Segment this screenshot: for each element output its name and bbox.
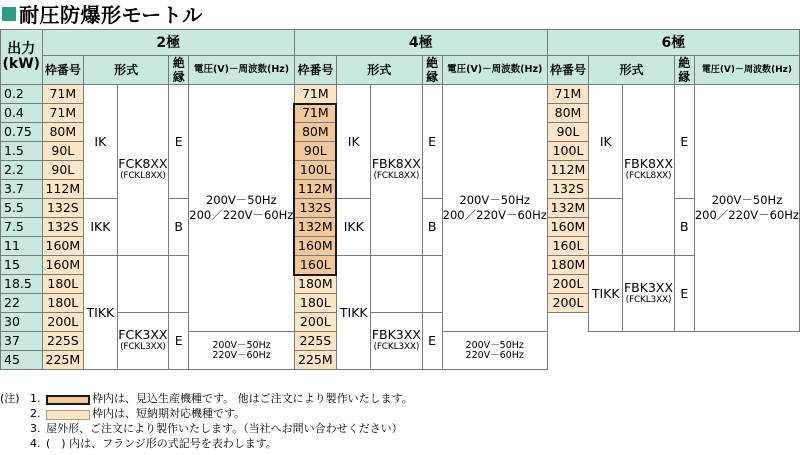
flange-type-cell-empty	[371, 256, 422, 313]
frame-cell: 200L	[42, 313, 83, 332]
type-header: 形式	[336, 56, 422, 85]
frame-cell-stock: 90L	[294, 142, 336, 161]
note-text: 枠内は、見込生産機種です。 他はご注文により製作いたします。	[92, 392, 413, 406]
frame-cell: 90L	[42, 161, 83, 180]
insulation-cell: B	[422, 199, 442, 256]
flange-type-text: FBK3XX	[371, 327, 421, 342]
output-cell: 0.75	[1, 123, 43, 142]
voltage-text: 220V－60Hz	[212, 349, 271, 361]
header-row-columns	[1, 56, 800, 85]
frame-cell: 200L	[547, 294, 588, 313]
motor-spec-table	[0, 29, 800, 370]
voltage-text: 200V－50Hz	[711, 193, 783, 207]
voltage-text: 220V－60Hz	[465, 349, 524, 361]
flange-type-cell	[371, 313, 422, 370]
frame-cell: 71M	[42, 85, 83, 104]
type-cell: IK	[589, 85, 623, 199]
insulation-cell: E	[169, 313, 189, 370]
insulation-header: 絶縁	[422, 56, 442, 85]
output-cell: 2.2	[1, 161, 43, 180]
note-text: ( ) 内は、フランジ形の式記号を表わします。	[46, 437, 277, 451]
flange-type-sub: (FCKL3XX)	[373, 342, 420, 352]
header-row-poles	[1, 30, 800, 56]
frame-cell: 112M	[42, 180, 83, 199]
voltage-cell-small	[442, 332, 547, 370]
voltage-cell-small	[189, 332, 295, 370]
short-delivery-swatch	[46, 410, 90, 420]
output-cell: 18.5	[1, 275, 43, 294]
frame-cell-stock: 132S	[294, 199, 336, 218]
flange-type-cell	[623, 85, 674, 256]
frame-cell: 160M	[42, 237, 83, 256]
note-4	[0, 437, 413, 452]
note-3	[0, 422, 413, 437]
output-cell: 37	[1, 332, 43, 351]
frame-cell: 200L	[294, 313, 336, 332]
voltage-text: 200V－50Hz	[212, 339, 271, 351]
frame-cell: 180M	[547, 256, 588, 275]
frame-header: 枠番号	[42, 56, 83, 85]
output-cell: 11	[1, 237, 43, 256]
frame-cell-stock: 112M	[294, 180, 336, 199]
type-cell: IKK	[336, 199, 370, 256]
output-cell: 1.5	[1, 142, 43, 161]
notes-section	[0, 392, 413, 452]
output-header-unit: (kW)	[2, 56, 41, 72]
flange-type-sub: (FCKL8XX)	[625, 171, 672, 181]
type-cell: TIKK	[84, 256, 118, 370]
insulation-cell: B	[674, 199, 694, 256]
insulation-cell: E	[422, 85, 442, 199]
frame-cell-stock: 132M	[294, 218, 336, 237]
type-cell: TIKK	[336, 256, 370, 370]
insulation-cell: E	[674, 256, 694, 332]
flange-type-text: FBK3XX	[623, 279, 674, 295]
frame-cell: 225M	[42, 351, 83, 370]
flange-type-cell	[117, 85, 169, 256]
voltage-cell	[694, 85, 799, 332]
title-square-icon	[2, 7, 16, 21]
frame-cell: 225S	[42, 332, 83, 351]
title-text: 耐圧防爆形モートル	[19, 2, 203, 27]
frame-cell: 132S	[42, 199, 83, 218]
output-cell: 3.7	[1, 180, 43, 199]
output-cell: 30	[1, 313, 43, 332]
flange-type-sub: (FCKL8XX)	[120, 171, 166, 181]
frame-cell: 71M	[294, 85, 336, 104]
type-cell	[589, 199, 623, 256]
frame-cell: 132S	[547, 180, 588, 199]
pole-2-header: 2極	[42, 30, 294, 56]
frame-cell: 71M	[547, 85, 588, 104]
page-title	[2, 0, 203, 26]
stock-production-swatch	[46, 395, 90, 405]
voltage-cell	[189, 85, 295, 332]
output-cell: 45	[1, 351, 43, 370]
frame-cell-stock: 71M	[294, 104, 336, 123]
output-header	[1, 30, 43, 85]
insulation-cell: E	[422, 313, 442, 370]
flange-type-sub: (FCKL8XX)	[373, 171, 420, 181]
type-cell: IK	[84, 85, 118, 199]
frame-cell: 132S	[42, 218, 83, 237]
note-number: 1.	[30, 392, 41, 406]
type-header: 形式	[589, 56, 674, 85]
voltage-header: 電圧(V)－周波数(Hz)	[442, 56, 547, 85]
flange-type-cell	[117, 313, 169, 370]
note-2	[0, 407, 413, 422]
frame-cell: 180L	[294, 294, 336, 313]
flange-type-sub: (FCKL3XX)	[625, 294, 672, 305]
notes-lead: (注)	[0, 392, 20, 406]
voltage-text: 200V－50Hz	[465, 339, 524, 351]
frame-cell: 90L	[547, 123, 588, 142]
flange-type-cell-empty	[117, 256, 169, 313]
table-row	[1, 85, 800, 104]
voltage-text: 200／220V－60Hz	[694, 208, 799, 222]
frame-cell: 80M	[42, 123, 83, 142]
frame-cell: 180M	[294, 275, 336, 294]
empty-cell	[547, 332, 799, 370]
frame-cell: 160M	[547, 218, 588, 237]
frame-cell: 132M	[547, 199, 588, 218]
frame-cell-stock: 160L	[294, 256, 336, 275]
pole-4-header: 4極	[294, 30, 547, 56]
frame-cell: 225M	[294, 351, 336, 370]
frame-header: 枠番号	[294, 56, 336, 85]
flange-type-cell	[371, 85, 422, 256]
type-header: 形式	[84, 56, 169, 85]
insulation-header: 絶縁	[169, 56, 189, 85]
voltage-cell	[442, 85, 547, 332]
voltage-text: 200／220V－60Hz	[189, 208, 294, 222]
output-cell: 0.2	[1, 85, 43, 104]
frame-cell: 160L	[547, 237, 588, 256]
output-cell: 0.4	[1, 104, 43, 123]
frame-cell: 71M	[42, 104, 83, 123]
note-number: 2.	[30, 407, 41, 421]
voltage-header: 電圧(V)－周波数(Hz)	[694, 56, 799, 85]
frame-cell: 80M	[547, 104, 588, 123]
voltage-text: 200V－50Hz	[205, 193, 277, 207]
voltage-header: 電圧(V)－周波数(Hz)	[189, 56, 295, 85]
frame-cell: 160M	[42, 256, 83, 275]
pole-6-header: 6極	[547, 30, 799, 56]
frame-cell: 225S	[294, 332, 336, 351]
output-cell: 5.5	[1, 199, 43, 218]
output-header-label: 出力	[7, 41, 36, 57]
note-text: 屋外形、ご注文により製作いたします。（当社へお問い合わせください）	[46, 422, 403, 436]
flange-type-sub: (FCKL3XX)	[120, 342, 166, 352]
table-row	[1, 256, 800, 275]
insulation-cell: E	[169, 85, 189, 199]
insulation-cell: E	[674, 85, 694, 199]
output-cell: 22	[1, 294, 43, 313]
flange-type-cell	[623, 256, 674, 332]
type-cell: TIKK	[589, 256, 623, 332]
insulation-cell: B	[169, 199, 189, 256]
frame-cell: 100L	[547, 142, 588, 161]
flange-type-text: FBK8XX	[623, 156, 674, 171]
voltage-text: 200V－50Hz	[459, 193, 531, 207]
note-number: 3.	[30, 422, 41, 436]
type-cell: IK	[336, 85, 370, 199]
frame-cell: 90L	[42, 142, 83, 161]
note-number: 4.	[30, 437, 41, 451]
frame-header: 枠番号	[547, 56, 588, 85]
output-cell: 7.5	[1, 218, 43, 237]
frame-cell: 180L	[42, 294, 83, 313]
frame-cell: 180L	[42, 275, 83, 294]
type-cell: IKK	[84, 199, 118, 256]
flange-type-text: FCK8XX	[118, 156, 168, 171]
insulation-cell-empty	[422, 256, 442, 313]
frame-cell-stock: 160M	[294, 237, 336, 256]
frame-cell-stock: 80M	[294, 123, 336, 142]
insulation-header: 絶縁	[674, 56, 694, 85]
note-1	[0, 392, 413, 407]
voltage-text: 200／220V－60Hz	[442, 208, 547, 222]
flange-type-text: FBK8XX	[371, 156, 421, 171]
insulation-cell-empty	[169, 256, 189, 313]
frame-cell-stock: 100L	[294, 161, 336, 180]
output-cell: 15	[1, 256, 43, 275]
frame-cell: 112M	[547, 161, 588, 180]
frame-cell: 200L	[547, 275, 588, 294]
note-text: 枠内は、短納期対応機種です。	[92, 407, 246, 421]
flange-type-text: FCK3XX	[118, 327, 168, 342]
